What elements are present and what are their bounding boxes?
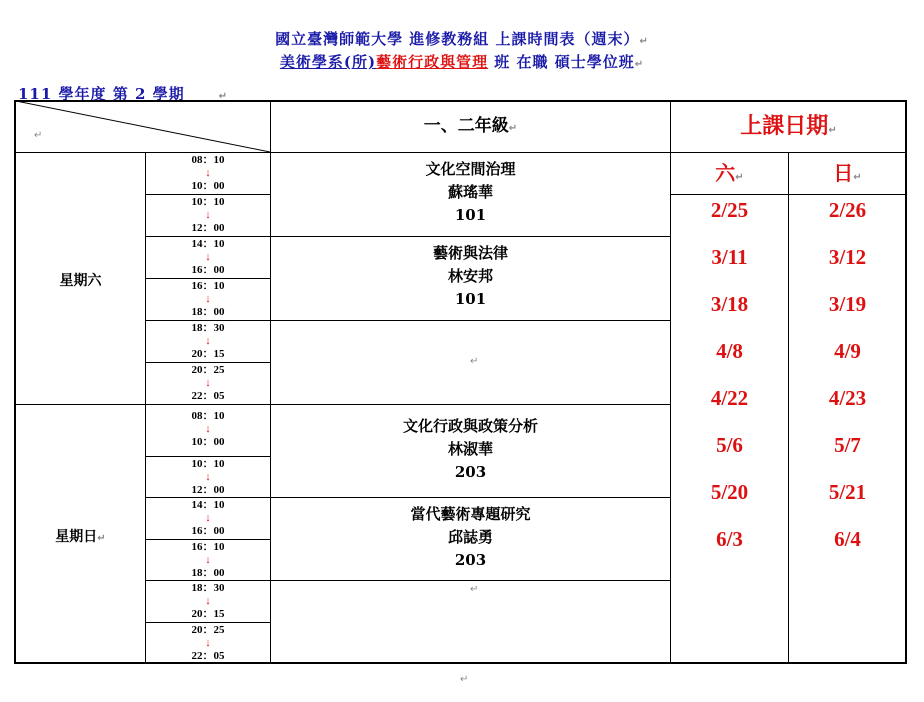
day-label-saturday: 星期六 — [59, 273, 102, 289]
time-divider — [145, 236, 271, 237]
time-slot: 18：30 ↓ 20：15 — [191, 582, 225, 620]
term-label: 111 學年度 第 2 學期 ↵ — [18, 85, 229, 103]
date-sunday: 6/4 — [834, 527, 861, 551]
time-divider — [145, 456, 271, 457]
time-slot: 20：25 ↓ 22：05 — [191, 624, 225, 662]
course-teacher: 林淑華 — [447, 440, 493, 458]
time-divider — [145, 580, 271, 581]
time-slot: 10：10 ↓ 12：00 — [191, 458, 225, 496]
time-slot: 18：30 ↓ 20：15 — [191, 322, 225, 360]
time-slot: 08：10 ↓ 10：00 — [191, 410, 225, 448]
time-divider — [145, 278, 271, 279]
corner-diagonal — [16, 101, 270, 152]
course-name: 藝術與法律 — [432, 244, 508, 262]
course-name: 文化行政與政策分析 — [402, 417, 538, 435]
time-slot: 14：10 ↓ 16：00 — [191, 238, 225, 276]
course-teacher: 蘇瑤華 — [447, 183, 493, 201]
date-sunday: 4/23 — [828, 386, 867, 410]
time-slot: 08：10 ↓ 10：00 — [191, 154, 225, 192]
course-cell — [271, 242, 670, 311]
course-divider — [271, 404, 670, 405]
date-sunday: 3/19 — [828, 292, 867, 316]
weekday-header-saturday: 六↵ — [715, 161, 744, 185]
program-title: 美術學系(所)藝術行政與管理 班 在職 碩士學位班↵ — [279, 53, 645, 71]
date-saturday: 2/25 — [710, 198, 749, 222]
date-saturday: 5/6 — [716, 433, 743, 457]
time-divider — [145, 497, 271, 498]
date-saturday: 4/8 — [716, 339, 743, 363]
day-label-sunday: 星期日↵ — [55, 529, 106, 545]
time-slot: 10：10 ↓ 12：00 — [191, 196, 225, 234]
date-sunday: 5/21 — [828, 480, 867, 504]
dates-header: 上課日期↵ — [740, 113, 837, 139]
program-name: 藝術行政與管理 — [376, 53, 489, 71]
department-name: 美術學系(所) — [279, 53, 377, 71]
date-saturday: 3/18 — [710, 292, 749, 316]
course-cell — [271, 415, 670, 484]
course-room: 101 — [454, 206, 487, 224]
course-divider — [271, 497, 670, 498]
course-room: 203 — [454, 551, 487, 569]
time-divider — [145, 194, 271, 195]
date-saturday: 5/20 — [710, 480, 749, 504]
time-divider — [145, 622, 271, 623]
course-divider — [271, 580, 670, 581]
day-divider — [15, 404, 271, 405]
date-sunday: 2/26 — [828, 198, 867, 222]
course-divider — [271, 236, 670, 237]
date-saturday: 6/3 — [716, 527, 743, 551]
time-slot: 16：10 ↓ 18：00 — [191, 541, 225, 579]
date-saturday: 3/11 — [711, 245, 748, 269]
course-name: 當代藝術專題研究 — [410, 505, 531, 523]
date-sunday: 3/12 — [828, 245, 867, 269]
course-divider — [271, 320, 670, 321]
date-sunday: 4/9 — [834, 339, 861, 363]
course-room: 203 — [454, 463, 487, 481]
time-slot: 16：10 ↓ 18：00 — [191, 280, 225, 318]
course-cell — [271, 158, 670, 227]
time-slot: 14：10 ↓ 16：00 — [191, 499, 225, 537]
time-slot: 20：25 ↓ 22：05 — [191, 364, 225, 402]
schedule-title: 國立臺灣師範大學 進修教務組 上課時間表（週末）↵ — [275, 30, 649, 48]
time-divider — [145, 539, 271, 540]
course-teacher: 林安邦 — [447, 267, 493, 285]
program-type: 班 在職 碩士學位班 — [488, 53, 635, 71]
weekday-header-sunday: 日↵ — [833, 161, 862, 185]
date-saturday: 4/22 — [710, 386, 749, 410]
course-teacher: 邱誌勇 — [447, 528, 493, 546]
course-cell — [271, 503, 670, 572]
time-divider — [145, 362, 271, 363]
course-room: 101 — [454, 290, 487, 308]
grade-header: 一、二年級↵ — [423, 116, 518, 136]
time-divider — [145, 320, 271, 321]
date-sunday: 5/7 — [834, 433, 861, 457]
course-name: 文化空間治理 — [425, 160, 516, 178]
